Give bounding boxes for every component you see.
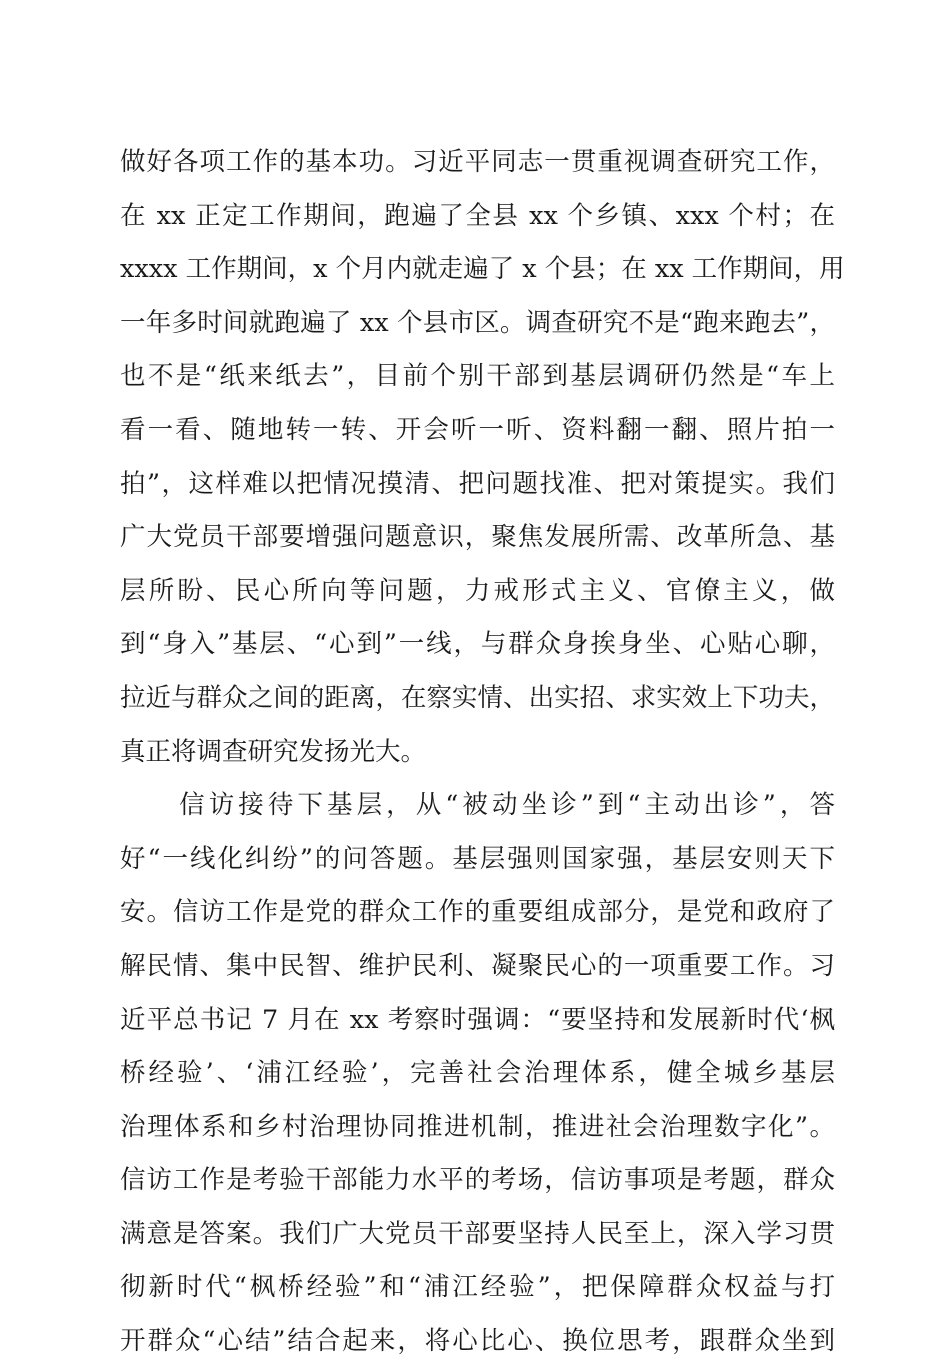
text-line: 做好各项工作的基本功。习近平同志一贯重视调查研究工作， [120, 147, 835, 177]
text-line: 桥经验’、‘浦江经验’，完善社会治理体系，健全城乡基层 [120, 1058, 835, 1089]
text-line: 也不是“纸来纸去”，目前个别干部到基层调研仍然是“车上 [120, 361, 835, 392]
text-line: 看一看、随地转一转、开会听一听、资料翻一翻、照片拍一 [120, 414, 835, 445]
text-line: 安。信访工作是党的群众工作的重要组成部分，是党和政府了 [120, 897, 835, 928]
text-line: 一年多时间就跑遍了 xx 个县市区。调查研究不是“跑来跑去”， [120, 307, 835, 338]
text-line: 信访接待下基层，从“被动坐诊”到“主动出诊”，答 [120, 790, 835, 821]
text-line: xxxx 工作期间，x 个月内就走遍了 x 个县；在 xx 工作期间，用 [120, 254, 845, 285]
text-line: 好“一线化纠纷”的问答题。基层强则国家强，基层安则天下 [120, 843, 835, 874]
text-line: 治理体系和乡村治理协同推进机制，推进社会治理数字化”。 [120, 1111, 835, 1142]
text-line: 层所盼、民心所向等问题，力戒形式主义、官僚主义，做 [120, 575, 835, 606]
text-line: 彻新时代“枫桥经验”和“浦江经验”，把保障群众权益与打 [120, 1272, 835, 1303]
text-line: 拍”，这样难以把情况摸清、把问题找准、把对策提实。我们 [120, 468, 835, 499]
text-line: 广大党员干部要增强问题意识，聚焦发展所需、改革所急、基 [120, 522, 835, 553]
text-line: 在 xx 正定工作期间，跑遍了全县 xx 个乡镇、xxx 个村；在 [120, 200, 835, 231]
paragraph-end-line: 真正将调查研究发扬光大。 [120, 736, 427, 767]
text-line: 满意是答案。我们广大党员干部要坚持人民至上，深入学习贯 [120, 1218, 835, 1249]
text-line: 到“身入”基层、“心到”一线，与群众身挨身坐、心贴心聊， [120, 629, 835, 660]
text-line: 解民情、集中民智、维护民利、凝聚民心的一项重要工作。习 [120, 950, 835, 981]
text-line: 开群众“心结”结合起来，将心比心、换位思考，跟群众坐到 [120, 1326, 835, 1357]
body-text [120, 136, 845, 1369]
text-line: 信访工作是考验干部能力水平的考场，信访事项是考题，群众 [120, 1165, 835, 1196]
text-line: 近平总书记 7 月在 xx 考察时强调：“要坚持和发展新时代‘枫 [120, 1004, 835, 1035]
text-line: 拉近与群众之间的距离，在察实情、出实招、求实效上下功夫， [120, 682, 835, 713]
